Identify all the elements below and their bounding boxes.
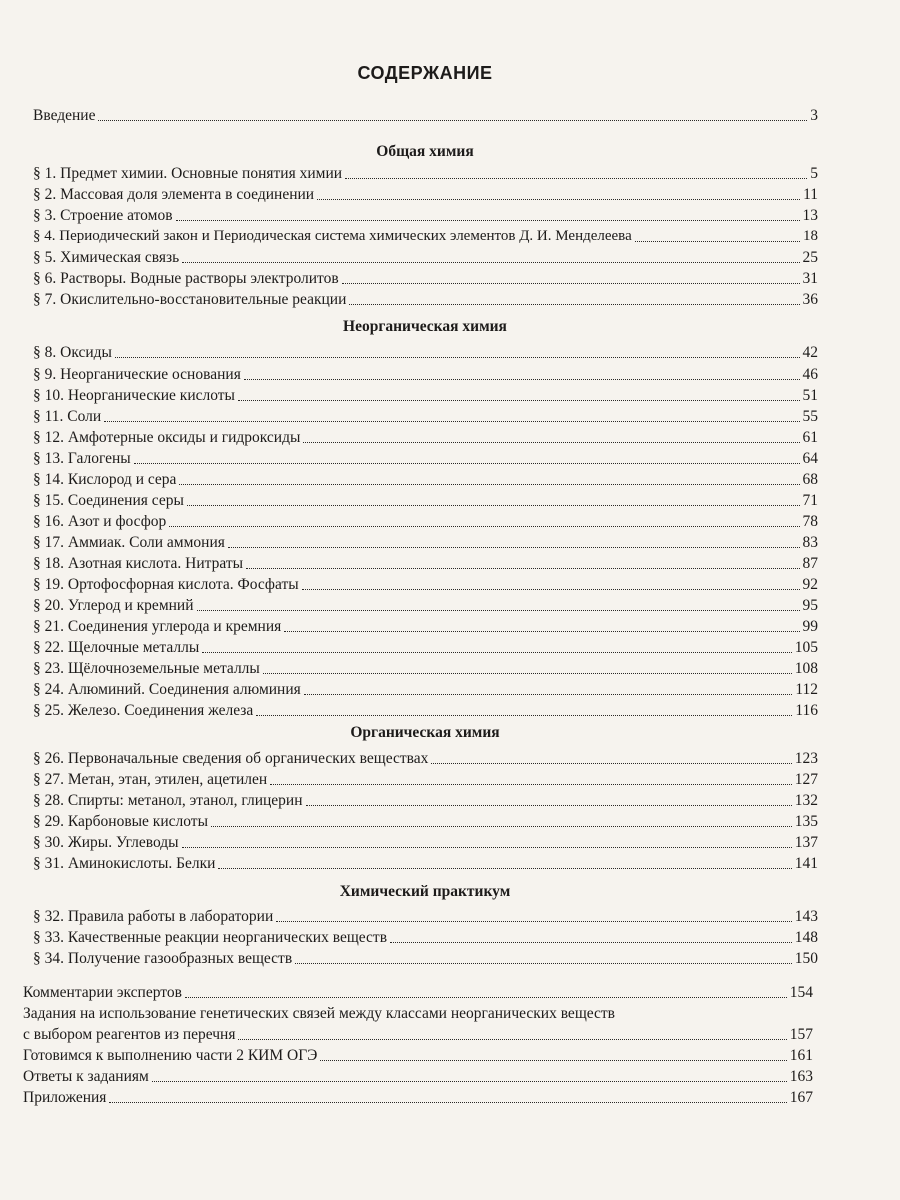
entry-page: 167 (789, 1089, 813, 1106)
entry-label: § 18. Азотная кислота. Нитраты (33, 555, 244, 572)
entry-page: 143 (794, 908, 818, 925)
entry-label: § 17. Аммиак. Соли аммония (33, 534, 225, 551)
toc-entry (33, 770, 818, 789)
entry-page: 78 (802, 513, 818, 530)
entry-page: 112 (795, 681, 818, 698)
toc-entry (33, 791, 818, 810)
dot-leader (185, 997, 787, 998)
entry-label: § 24. Алюминий. Соединения алюминия (33, 681, 301, 698)
entry-page: 92 (802, 576, 818, 593)
entry-page: 87 (802, 555, 818, 572)
toc-entry (33, 854, 818, 873)
dot-leader (152, 1081, 787, 1082)
entry-label: § 4. Периодический закон и Периодическая система химических элементов Д. И. Менделеева (33, 228, 632, 244)
toc-entry (33, 575, 818, 594)
dot-leader (246, 568, 799, 569)
entry-label: Комментарии экспертов (23, 984, 182, 1001)
entry-label: Готовимся к выполнению части 2 КИМ ОГЭ (23, 1047, 318, 1064)
entry-page: 3 (810, 107, 818, 124)
dot-leader (390, 942, 792, 943)
dot-leader (187, 505, 800, 506)
toc-entry (33, 812, 818, 831)
entry-page: 42 (802, 344, 818, 361)
entry-label: с выбором реагентов из перечня (23, 1026, 236, 1043)
toc-entry (33, 638, 818, 657)
entry-page: 132 (794, 792, 818, 809)
section-heading: Химический практикум (339, 883, 511, 900)
toc-entry (33, 206, 818, 225)
entry-page: 46 (802, 366, 818, 383)
dot-leader (295, 963, 792, 964)
dot-leader (270, 784, 792, 785)
entry-page: 61 (802, 429, 818, 446)
entry-label: § 19. Ортофосфорная кислота. Фосфаты (33, 576, 299, 593)
entry-label: § 28. Спирты: метанол, этанол, глицерин (33, 792, 303, 809)
entry-page: 137 (794, 834, 818, 851)
toc-entry (33, 248, 818, 267)
dot-leader (317, 199, 800, 200)
toc-entry (33, 470, 818, 489)
dot-leader (320, 1060, 786, 1061)
toc-entry-answers (23, 1067, 813, 1086)
entry-label: § 31. Аминокислоты. Белки (33, 855, 216, 872)
dot-leader (349, 304, 799, 305)
entry-label: § 22. Щелочные металлы (33, 639, 200, 656)
entry-label: § 2. Массовая доля элемента в соединении (33, 186, 315, 203)
toc-entry (33, 701, 818, 720)
dot-leader (211, 826, 792, 827)
dot-leader (182, 847, 792, 848)
dot-leader (169, 526, 799, 527)
toc-entry (33, 290, 818, 309)
toc-entry (33, 928, 818, 947)
toc-entry (33, 512, 818, 531)
entry-label: § 10. Неорганические кислоты (33, 387, 235, 404)
entry-label: § 30. Жиры. Углеводы (33, 834, 179, 851)
section-heading: Органическая химия (350, 724, 500, 741)
entry-label: § 23. Щёлочноземельные металлы (33, 660, 260, 677)
entry-page: 64 (802, 450, 818, 467)
entry-label: § 34. Получение газообразных веществ (33, 950, 293, 967)
entry-page: 25 (802, 249, 818, 266)
toc-entry (33, 365, 818, 384)
entry-page: 68 (802, 471, 818, 488)
dot-leader (284, 631, 799, 632)
toc-entry (33, 554, 818, 573)
entry-page: 36 (802, 291, 818, 308)
entry-label: § 33. Качественные реакции неорганических веществ (33, 929, 388, 946)
toc-entry (33, 596, 818, 615)
entry-label: § 7. Окислительно-восстановительные реакции (33, 291, 347, 308)
entry-label: Ответы к заданиям (23, 1068, 149, 1085)
toc-entry (33, 949, 818, 968)
entry-page: 157 (789, 1026, 813, 1043)
dot-leader (134, 463, 800, 464)
entry-label: § 27. Метан, этан, этилен, ацетилен (33, 771, 268, 788)
entry-page: 55 (802, 408, 818, 425)
entry-label: § 6. Растворы. Водные растворы электролитов (33, 270, 339, 287)
entry-page: 83 (802, 534, 818, 551)
toc-entry (33, 386, 818, 405)
dot-leader (306, 805, 792, 806)
toc-entry (33, 428, 818, 447)
entry-page: 95 (802, 597, 818, 614)
entry-page: 116 (795, 702, 818, 719)
toc-entry-tasks (23, 1025, 813, 1044)
entry-page: 13 (802, 207, 818, 224)
entry-label: § 11. Соли (33, 408, 102, 425)
section-heading: Общая химия (376, 143, 474, 160)
entry-page: 161 (789, 1047, 813, 1064)
entry-label: § 32. Правила работы в лаборатории (33, 908, 274, 925)
toc-entry (33, 227, 818, 246)
dot-leader (342, 283, 800, 284)
entry-label: Введение (33, 107, 96, 124)
toc-entry (33, 491, 818, 510)
toc-entry (33, 907, 818, 926)
toc-entry (33, 407, 818, 426)
dot-leader (104, 421, 799, 422)
toc-entry (33, 449, 818, 468)
entry-label: § 8. Оксиды (33, 344, 112, 361)
entry-page: 105 (794, 639, 818, 656)
entry-page: 108 (794, 660, 818, 677)
toc-entry (33, 185, 818, 204)
entry-page: 5 (810, 165, 818, 182)
toc-entry (33, 680, 818, 699)
toc-entry-prepare (23, 1046, 813, 1065)
dot-leader (218, 868, 791, 869)
entry-page: 11 (803, 186, 818, 203)
entry-page: 51 (802, 387, 818, 404)
entry-label: Приложения (23, 1089, 107, 1106)
dot-leader (263, 673, 792, 674)
entry-page: 154 (789, 984, 813, 1001)
entry-label: § 20. Углерод и кремний (33, 597, 194, 614)
toc-entry (33, 749, 818, 768)
entry-label: § 3. Строение атомов (33, 207, 173, 224)
dot-leader (345, 178, 807, 179)
dot-leader (304, 694, 793, 695)
dot-leader (182, 262, 799, 263)
entry-label: § 25. Железо. Соединения железа (33, 702, 254, 719)
entry-page: 135 (794, 813, 818, 830)
entry-label: § 1. Предмет химии. Основные понятия химии (33, 165, 343, 182)
page-title: СОДЕРЖАНИЕ (357, 63, 493, 83)
dot-leader (202, 652, 791, 653)
dot-leader (197, 610, 800, 611)
dot-leader (115, 357, 800, 358)
entry-label: § 16. Азот и фосфор (33, 513, 167, 530)
entry-label: § 15. Соединения серы (33, 492, 184, 509)
entry-label: § 21. Соединения углерода и кремния (33, 618, 282, 635)
toc-entry-tasks-line1: Задания на использование генетических связей между классами неорганических веществ (23, 1005, 615, 1022)
toc-entry (33, 659, 818, 678)
dot-leader (276, 921, 791, 922)
entry-label: § 5. Химическая связь (33, 249, 180, 266)
entry-label: § 13. Галогены (33, 450, 131, 467)
dot-leader (98, 120, 807, 121)
dot-leader (228, 547, 800, 548)
entry-page: 127 (794, 771, 818, 788)
entry-label: § 26. Первоначальные сведения об органических веществах (33, 750, 429, 767)
toc-entry-attachments (23, 1088, 813, 1107)
dot-leader (303, 442, 799, 443)
entry-label: § 14. Кислород и сера (33, 471, 177, 488)
entry-page: 31 (802, 270, 818, 287)
entry-label: § 9. Неорганические основания (33, 366, 241, 383)
toc-entry (33, 533, 818, 552)
entry-page: 150 (794, 950, 818, 967)
entry-page: 18 (803, 228, 818, 244)
entry-page: 71 (802, 492, 818, 509)
entry-page: 123 (794, 750, 818, 767)
dot-leader (238, 1039, 786, 1040)
entry-label: § 29. Карбоновые кислоты (33, 813, 208, 830)
toc-entry (33, 343, 818, 362)
entry-label: § 12. Амфотерные оксиды и гидроксиды (33, 429, 301, 446)
section-heading: Неорганическая химия (343, 318, 507, 335)
entry-page: 148 (794, 929, 818, 946)
entry-page: 163 (789, 1068, 813, 1085)
entry-page: 141 (794, 855, 818, 872)
toc-entry (33, 833, 818, 852)
toc-entry (33, 617, 818, 636)
toc-entry-intro (33, 106, 818, 125)
dot-leader (635, 241, 800, 242)
entry-page: 99 (802, 618, 818, 635)
dot-leader (302, 589, 800, 590)
dot-leader (431, 763, 791, 764)
dot-leader (256, 715, 792, 716)
dot-leader (238, 400, 800, 401)
dot-leader (244, 379, 800, 380)
toc-entry-experts (23, 983, 813, 1002)
toc-entry (33, 164, 818, 183)
dot-leader (179, 484, 799, 485)
dot-leader (109, 1102, 786, 1103)
dot-leader (176, 220, 800, 221)
toc-entry (33, 269, 818, 288)
